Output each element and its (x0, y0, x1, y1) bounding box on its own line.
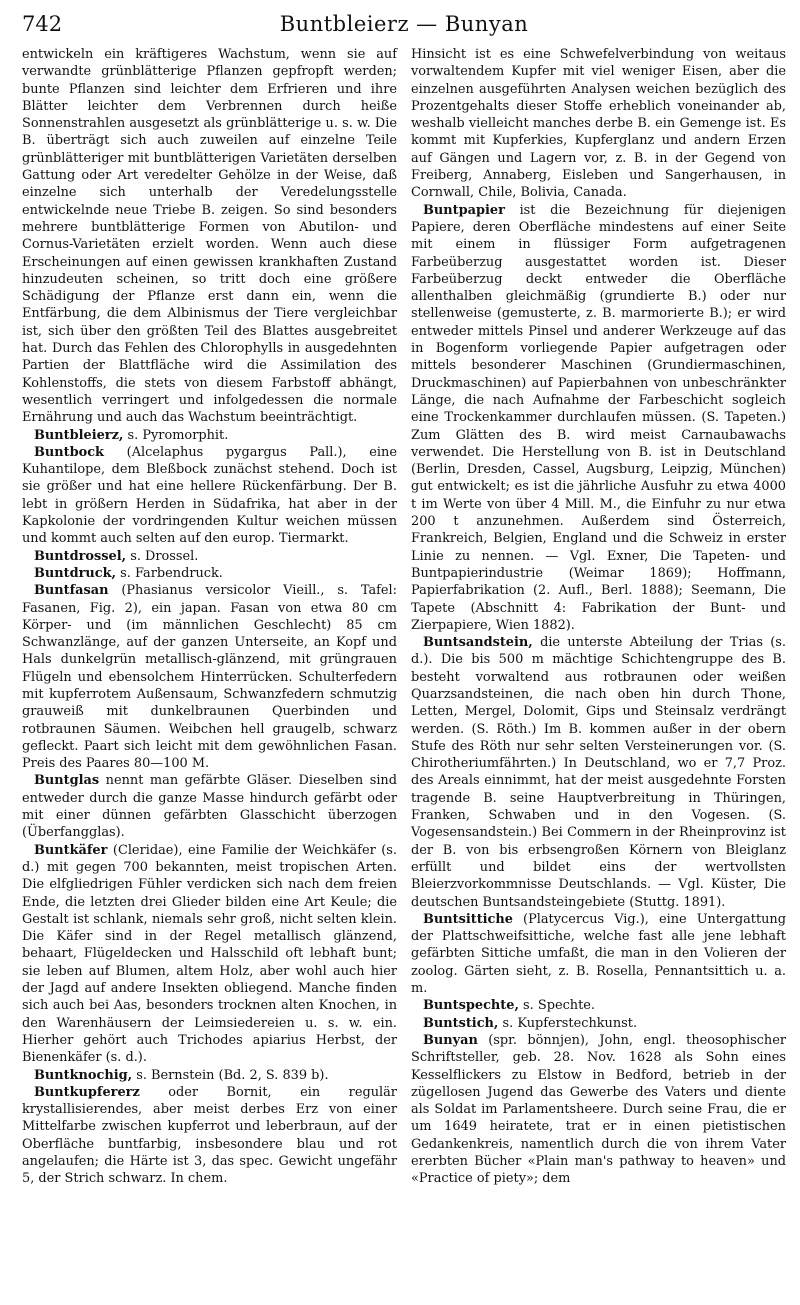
entry-text: (spr. bönnjen), John, engl. theosophischer Schriftsteller, geb. 28. Nov. 1628 als Sohn eines Kesselflickers zu Elstow in Bedford, betrieb in der zügellosen Jugend das Gewerbe des Vaters und diente als Soldat im Parlamentsheere. Durch seine Frau, die er um 1649 heiratete, trat er in einen pietistischen Gedankenkreis, namentlich durch die von ihrem Vater ererbten Bücher «Plain man's pathway to heaven» und «Practice of piety»; dem (411, 1032, 786, 1187)
dictionary-entry (411, 1015, 786, 1032)
dictionary-entry (22, 1084, 397, 1188)
page-header (22, 12, 786, 46)
entry-text: ist die Bezeichnung für diejenigen Papiere, deren Oberfläche mindestens auf einer Seite mit einem in flüssiger Form aufgetragenen Farbeüberzug ausgestattet worden ist. Dieser Farbeüberzug deckt entweder die Oberfläche allenthalben gleichmäßig (grundierte B.) oder nur stellenweise (gemusterte, z. B. marmorierte B.); er wird entweder mittels Pinsel und anderer Werkzeuge auf das in Bogenform vorliegende Papier aufgetragen oder mittels besonderer Maschinen (Grundiermaschinen, Druckmaschinen) auf Papierbahnen von unbeschränkter Länge, die nach Aufnahme der Farbeschicht sogleich eine Trockenkammer durchlaufen müssen. (S. Tapeten.) Zum Glätten des B. wird meist Carnaubawachs verwendet. Die Herstellung von B. ist in Deutschland (Berlin, Dresden, Cassel, Augsburg, Leipzig, München) gut entwickelt; es ist die jährliche Ausfuhr zu etwa 4000 t im Werte von über 4 Mill. M., die Einfuhr zu nur etwa 200 t anzunehmen. Außerdem sind Österreich, Frankreich, Belgien, England und die Schweiz in erster Linie zu nennen. — Vgl. Exner, Die Tapeten- und Buntpapierindustrie (Weimar 1869); Hoffmann, Papierfabrikation (2. Aufl., Berl. 1888); Seemann, Die Tapete (Abschnitt 4: Fabrikation der Bunt- und Zierpapiere, Wien 1882). (411, 202, 786, 633)
dictionary-entry (22, 427, 397, 444)
entry-text: s. Drossel. (130, 548, 199, 564)
dictionary-entry (22, 842, 397, 1067)
entry-headword: Buntspechte, (423, 998, 519, 1014)
entry-headword: Buntbleierz, (34, 427, 124, 443)
entry-headword: Buntdruck, (34, 565, 117, 581)
dictionary-entry (22, 565, 397, 582)
entry-text: Hinsicht ist es eine Schwefelverbindung von weitaus vorwaltendem Kupfer mit viel weniger Eisen, aber die einzelnen ausgeführten Analysen weichen bezüglich des Prozentgehalts dieser Stoffe erheblich voneinander ab, weshalb vielleicht manches derbe B. ein Gemenge ist. Es kommt mit Kupferkies, Kupferglanz und andern Erzen auf Gängen und Lagern vor, z. B. in der Gegend von Freiberg, Annaberg, Eisleben und Sangerhausen, in Cornwall, Chile, Bolivia, Canada. (411, 47, 786, 201)
entry-text: (Phasianus versicolor Vieill., s. Tafel: Fasanen, Fig. 2), ein japan. Fasan von etwa 80 cm Körper- und (im männlichen Geschlecht) 85 cm Schwanzlänge, auf der ganzen Unterseite, an Kopf und Hals dunkelgrün metallisch-glänzend, mit grüngrauen Flügeln und ebensolchem Hinterrücken. Schulterfedern mit kupferrotem Außensaum, Schwanzfedern schmutzig grauweiß mit dunkelbraunen Querbinden und rotbraunen Säumen. Weibchen hell graugelb, schwarz gefleckt. Paart sich leicht mit dem gewöhnlichen Fasan. Preis des Paares 80—100 M. (22, 583, 397, 772)
entry-text: (Alcelaphus pygargus Pall.), eine Kuhantilope, dem Bleßbock zunächst stehend. Doch ist sie größer und hat eine hellere Rückenfärbung. Der B. lebt in größern Herden in Südafrika, hat aber in der Kapkolonie der vordringenden Kultur weichen müssen und kommt auch selten auf den europ. Tiermarkt. (22, 444, 397, 547)
dictionary-entry (411, 202, 786, 634)
entry-text: (Cleridae), eine Familie der Weichkäfer (s. d.) mit gegen 700 bekannten, meist tropischen Arten. Die elfgliedrigen Fühler verdicken sich nach dem freien Ende, die letzten drei Glieder bilden eine Art Keule; die Gestalt ist schlank, niemals sehr groß, nicht selten klein. Die Käfer sind in der Regel metallisch glänzend, behaart, Flügeldecken und Halsschild oft lebhaft bunt; sie leben auf Blumen, altem Holz, aber wohl auch hier der Jagd auf andere Insekten obliegend. Manche finden sich auch bei Aas, besonders trocknen alten Knochen, in den Warenhäusern der Leimsiedereien u. s. w. ein. Hierher gehört auch Trichodes apiarius Herbst, der Bienenkäfer (s. d.). (22, 842, 397, 1066)
entry-text: nennt man gefärbte Gläser. Dieselben sind entweder durch die ganze Masse hindurch gefärbt oder mit einer dünnen gefärbten Glasschicht überzogen (Überfangglas). (22, 773, 397, 841)
left-column (22, 46, 397, 1188)
entry-headword: Buntdrossel, (34, 548, 127, 564)
dictionary-entry (411, 46, 786, 202)
entry-headword: Buntsittiche (423, 911, 513, 927)
right-column (411, 46, 786, 1188)
entry-headword: Buntkäfer (34, 842, 108, 858)
dictionary-entry (22, 772, 397, 841)
entry-text: entwickeln ein kräftigeres Wachstum, wenn sie auf verwandte grünblätterige Pflanzen gepfropft werden; bunte Pflanzen sind leichter dem Erfrieren und ihre Blätter leichter dem Verbrennen durch heiße Sonnenstrahlen ausgesetzt als grünblätterige u. s. w. Die B. überträgt sich auch zuweilen auf einzelne Teile grünblätteriger mit buntblätterigen Varietäten derselben Gattung oder Art veredelter Gehölze in der Weise, daß einzelne sich unterhalb der Veredelungsstelle entwickelnde neue Triebe B. zeigen. So sind besonders mehrere buntblätterige Formen von Abutilon- und Cornus-Varietäten erzielt worden. Wenn auch diese Erscheinungen auf einen gewissen krankhaften Zustand hinzudeuten scheinen, so tritt doch eine größere Schädigung der Pflanze erst dann ein, wenn die Entfärbung, die dem Albinismus der Tiere vergleichbar ist, sich über den größten Teil des Blattes ausgebreitet hat. Durch das Fehlen des Chlorophylls in ausgedehnten Partien der Blattfläche wird die Assimilation des Kohlenstoffs, die stets von diesem Farbstoff abhängt, wesentlich verringert und infolgedessen die normale Ernährung und auch das Wachstum beeinträchtigt. (22, 47, 397, 426)
dictionary-entry (22, 548, 397, 565)
entry-text: s. Pyromorphit. (127, 427, 229, 443)
page-number: 742 (22, 12, 63, 36)
dictionary-entry (22, 46, 397, 427)
entry-text: s. Bernstein (Bd. 2, S. 839 b). (136, 1067, 329, 1083)
dictionary-entry (411, 634, 786, 911)
entry-text: s. Farbendruck. (120, 565, 223, 581)
dictionary-entry (22, 444, 397, 548)
dictionary-entry (411, 997, 786, 1014)
text-columns (22, 46, 786, 1188)
entry-headword: Bunyan (423, 1032, 478, 1048)
entry-text: die unterste Abteilung der Trias (s. d.). Die bis 500 m mächtige Schichtengruppe des B. besteht vorwaltend aus rotbraunen oder weißen Quarzsandsteinen, die nach oben hin durch Thone, Letten, Mergel, Dolomit, Gips und Steinsalz verdrängt werden. (S. Röth.) Im B. kommen außer in der obern Stufe des Röth nur sehr selten Versteinerungen vor. (S. Chirotheriumfährten.) In Deutschland, wo er 7,7 Proz. des Areals einnimmt, hat der meist ausgedehnte Forsten tragende B. seine Hauptverbreitung in Thüringen, Franken, Schwaben und in den Vogesen. (S. Vogesensandstein.) Bei Commern in der Rheinprovinz ist der B. von bis erbsengroßen Körnern von Bleiglanz erfüllt und bildet eins der wertvollsten Bleierzvorkommnisse Deutschlands. — Vgl. Küster, Die deutschen Buntsandsteingebiete (Stuttg. 1891). (411, 635, 786, 910)
running-title: Buntbleierz — Bunyan (279, 12, 529, 36)
dictionary-entry (411, 911, 786, 997)
entry-headword: Buntsandstein, (423, 635, 533, 651)
entry-text: s. Kupferstechkunst. (502, 1015, 638, 1031)
entry-headword: Buntpapier (423, 202, 505, 218)
entry-headword: Buntfasan (34, 583, 109, 599)
dictionary-entry (22, 1067, 397, 1084)
entry-text: s. Spechte. (523, 998, 595, 1014)
entry-text: (Platycercus Vig.), eine Untergattung der Plattschweifsittiche, welche fast alle jene lebhaft gefärbten Sittiche umfaßt, die man in den Volieren der zoolog. Gärten sieht, z. B. Rosella, Pennantsittich u. a. m. (411, 911, 786, 997)
entry-headword: Buntglas (34, 773, 100, 789)
entry-headword: Buntbock (34, 444, 104, 460)
entry-headword: Buntstich, (423, 1015, 499, 1031)
dictionary-entry (411, 1032, 786, 1188)
dictionary-entry (22, 582, 397, 772)
entry-headword: Buntkupfererz (34, 1084, 140, 1100)
entry-text: oder Bornit, ein regulär krystallisierendes, aber meist derbes Erz von einer Mittelfarbe zwischen kupferrot und leberbraun, auf der Oberfläche buntfarbig, insbesondere blau und rot angelaufen; die Härte ist 3, das spec. Gewicht ungefähr 5, der Strich schwarz. In chem. (22, 1084, 397, 1187)
entry-headword: Buntknochig, (34, 1067, 133, 1083)
